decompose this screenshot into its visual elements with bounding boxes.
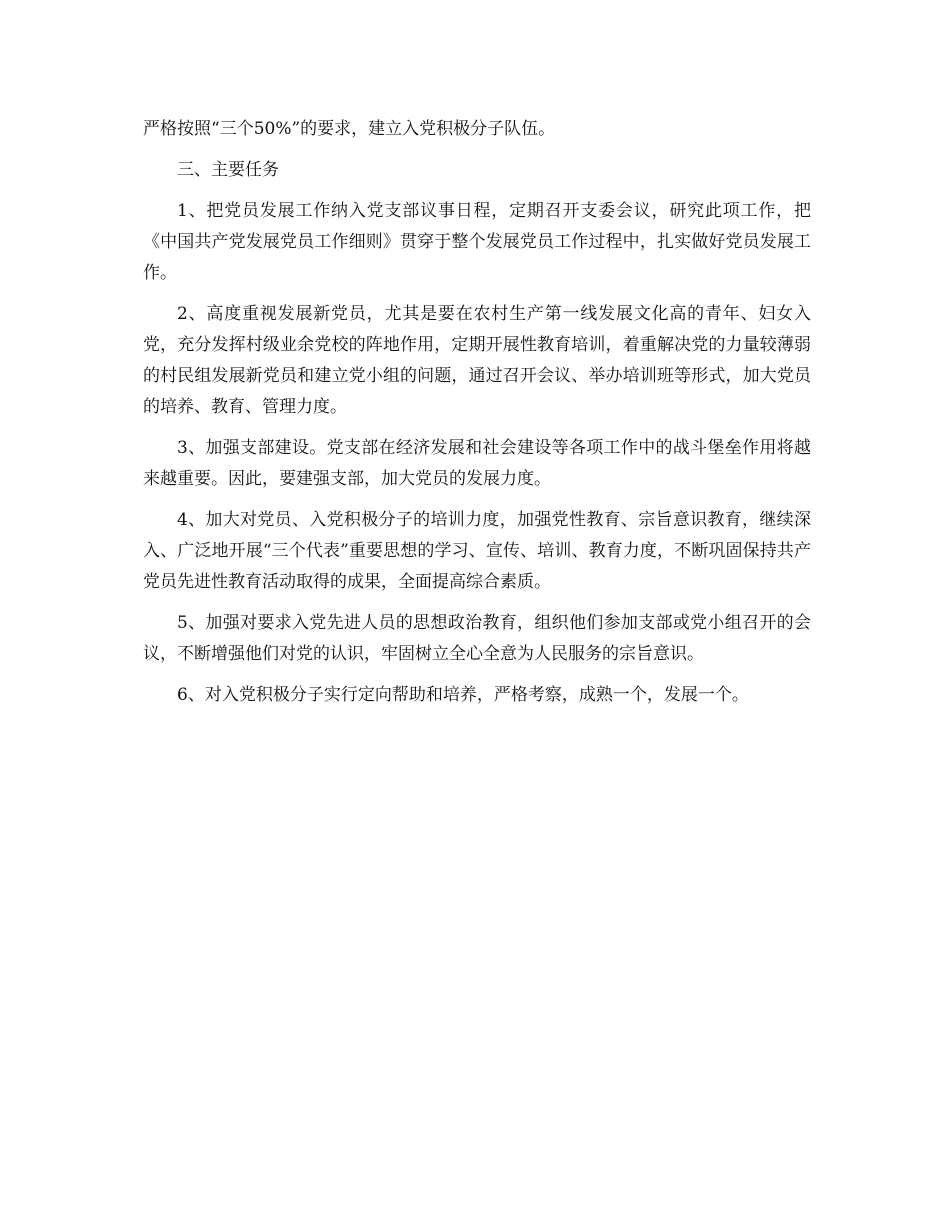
task-item-2: 2、高度重视发展新党员，尤其是要在农村生产第一线发展文化高的青年、妇女入党，充分发挥村级业余党校的阵地作用，定期开展性教育培训，着重解决党的力量较薄弱的村民组发展新党员和建立党小组的问题，通过召开会议、举办培训班等形式，加大党员的培养、教育、管理力度。 — [143, 304, 811, 417]
task-item-1: 1、把党员发展工作纳入党支部议事日程，定期召开支委会议，研究此项工作，把《中国共产党发展党员工作细则》贯穿于整个发展党员工作过程中，扎实做好党员发展工作。 — [143, 201, 811, 283]
task-item-5: 5、加强对要求入党先进人员的思想政治教育，组织他们参加支部或党小组召开的会议，不断增强他们对党的认识，牢固树立全心全意为人民服务的宗旨意识。 — [143, 613, 811, 664]
task-item-3: 3、加强支部建设。党支部在经济发展和社会建设等各项工作中的战斗堡垒作用将越来越重要。因此，要建强支部，加大党员的发展力度。 — [143, 438, 811, 489]
paragraph-continuation: 严格按照“三个50%”的要求，建立入党积极分子队伍。 — [143, 119, 556, 139]
section-heading: 三、主要任务 — [177, 160, 279, 180]
document-body — [143, 114, 811, 721]
task-item-4: 4、加大对党员、入党积极分子的培训力度，加强党性教育、宗旨意识教育，继续深入、广泛地开展“三个代表”重要思想的学习、宣传、培训、教育力度，不断巩固保持共产党员先进性教育活动取得的成果，全面提高综合素质。 — [143, 510, 811, 592]
task-item-6: 6、对入党积极分子实行定向帮助和培养，严格考察，成熟一个，发展一个。 — [177, 685, 749, 705]
